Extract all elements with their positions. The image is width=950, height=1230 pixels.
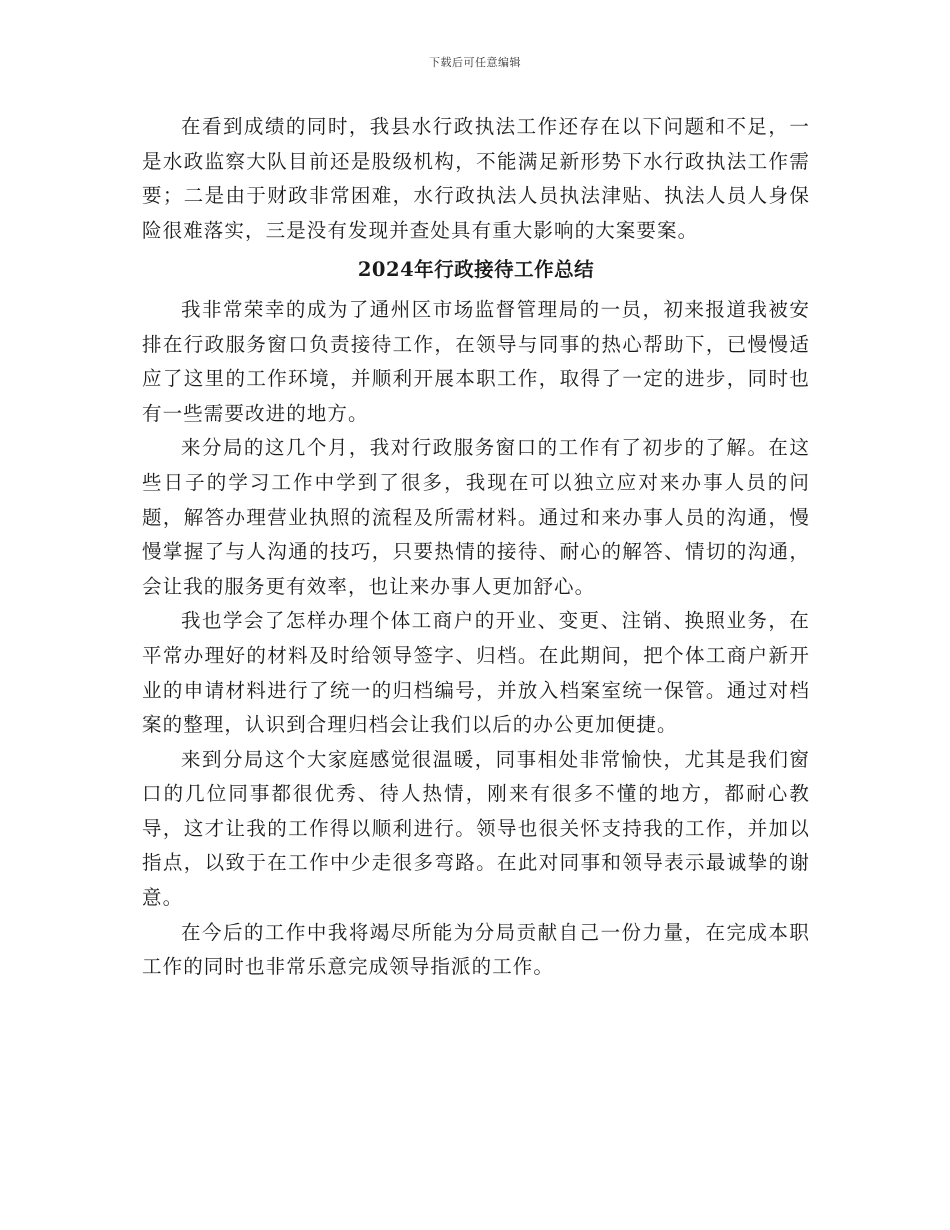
document-body (142, 110, 810, 985)
intro-paragraph: 在看到成绩的同时，我县水行政执法工作还存在以下问题和不足，一是水政监察大队目前还是股级机构，不能满足新形势下水行政执法工作需要；二是由于财政非常困难，水行政执法人员执法津贴、执法人员人身保险很难落实，三是没有发现并查处具有重大影响的大案要案。 (142, 115, 810, 242)
page-header-note: 下载后可任意编辑 (429, 56, 521, 69)
body-paragraph-2: 来分局的这几个月，我对行政服务窗口的工作有了初步的了解。在这些日子的学习工作中学到了很多，我现在可以独立应对来办事人员的问题，解答办理营业执照的流程及所需材料。通过和来办事人员的沟通，慢慢掌握了与人沟通的技巧，只要热情的接待、耐心的解答、情切的沟通，会让我的服务更有效率，也让来办事人更加舒心。 (142, 436, 810, 598)
body-paragraph-1: 我非常荣幸的成为了通州区市场监督管理局的一员，初来报道我被安排在行政服务窗口负责接待工作，在领导与同事的热心帮助下，已慢慢适应了这里的工作环境，并顺利开展本职工作，取得了一定的进步，同时也有一些需要改进的地方。 (142, 297, 810, 425)
body-paragraph-4: 来到分局这个大家庭感觉很温暖，同事相处非常愉快，尤其是我们窗口的几位同事都很优秀、待人热情，刚来有很多不懂的地方，都耐心教导，这才让我的工作得以顺利进行。领导也很关怀支持我的工作，并加以指点，以致于在工作中少走很多弯路。在此对同事和领导表示最诚挚的谢意。 (142, 747, 810, 910)
article-title: 2024年行政接待工作总结 (357, 258, 595, 282)
body-paragraph-5: 在今后的工作中我将竭尽所能为分局贡献自己一份力量，在完成本职工作的同时也非常乐意完成领导指派的工作。 (142, 920, 810, 979)
body-paragraph-3: 我也学会了怎样办理个体工商户的开业、变更、注销、换照业务，在平常办理好的材料及时给领导签字、归档。在此期间，把个体工商户新开业的申请材料进行了统一的归档编号，并放入档案室统一保管。通过对档案的整理，认识到合理归档会让我们以后的办公更加便捷。 (142, 609, 810, 737)
